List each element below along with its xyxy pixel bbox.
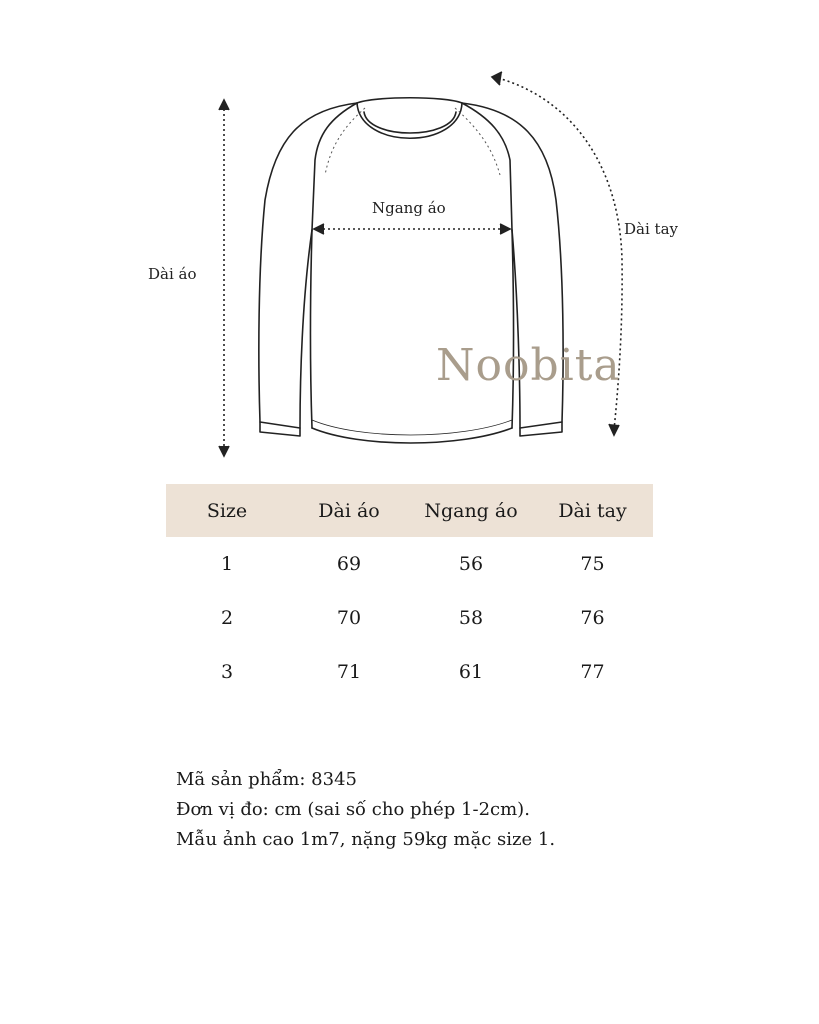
table-row <box>166 591 653 645</box>
cell-dai-ao: 70 <box>336 607 362 629</box>
product-code-note: Mã sản phẩm: 8345 <box>176 769 357 790</box>
cell-size: 1 <box>220 553 234 575</box>
shirt-body-left <box>311 230 313 428</box>
sleeve-length-label: Dài tay <box>624 220 678 238</box>
cell-size: 3 <box>220 661 234 683</box>
length-arrow <box>219 100 229 456</box>
cell-ngang-ao: 58 <box>458 607 484 629</box>
cell-dai-ao: 71 <box>336 661 362 683</box>
cell-dai-tay: 77 <box>580 661 605 683</box>
shirt-left-sleeve <box>259 103 357 428</box>
cell-ngang-ao: 56 <box>458 553 484 575</box>
shirt-body-right <box>512 230 514 428</box>
model-note: Mẫu ảnh cao 1m7, nặng 59kg mặc size 1. <box>176 829 556 850</box>
unit-note: Đơn vị đo: cm (sai số cho phép 1-2cm). <box>176 799 530 820</box>
size-diagram <box>0 0 819 470</box>
table-row <box>166 537 653 591</box>
cell-ngang-ao: 61 <box>458 661 484 683</box>
brand-watermark: Noobita <box>436 340 621 391</box>
size-table <box>166 484 653 699</box>
shirt-collar-outer <box>357 98 462 103</box>
header-dai-ao: Dài áo <box>288 484 410 537</box>
cell-dai-ao: 69 <box>336 553 362 575</box>
header-ngang-ao: Ngang áo <box>410 484 532 537</box>
cell-size: 2 <box>220 607 234 629</box>
shirt-collar-inner <box>364 112 456 133</box>
table-header-row <box>166 484 653 537</box>
width-arrow <box>314 224 510 234</box>
length-label: Dài áo <box>148 265 197 283</box>
shirt-hem <box>312 428 512 443</box>
header-size: Size <box>166 484 288 537</box>
cell-dai-tay: 76 <box>580 607 605 629</box>
product-notes <box>176 765 555 855</box>
width-label: Ngang áo <box>372 199 446 217</box>
header-dai-tay: Dài tay <box>532 484 653 537</box>
table-row <box>166 645 653 699</box>
cell-dai-tay: 75 <box>580 553 605 575</box>
shirt-diagram-svg <box>0 0 819 470</box>
